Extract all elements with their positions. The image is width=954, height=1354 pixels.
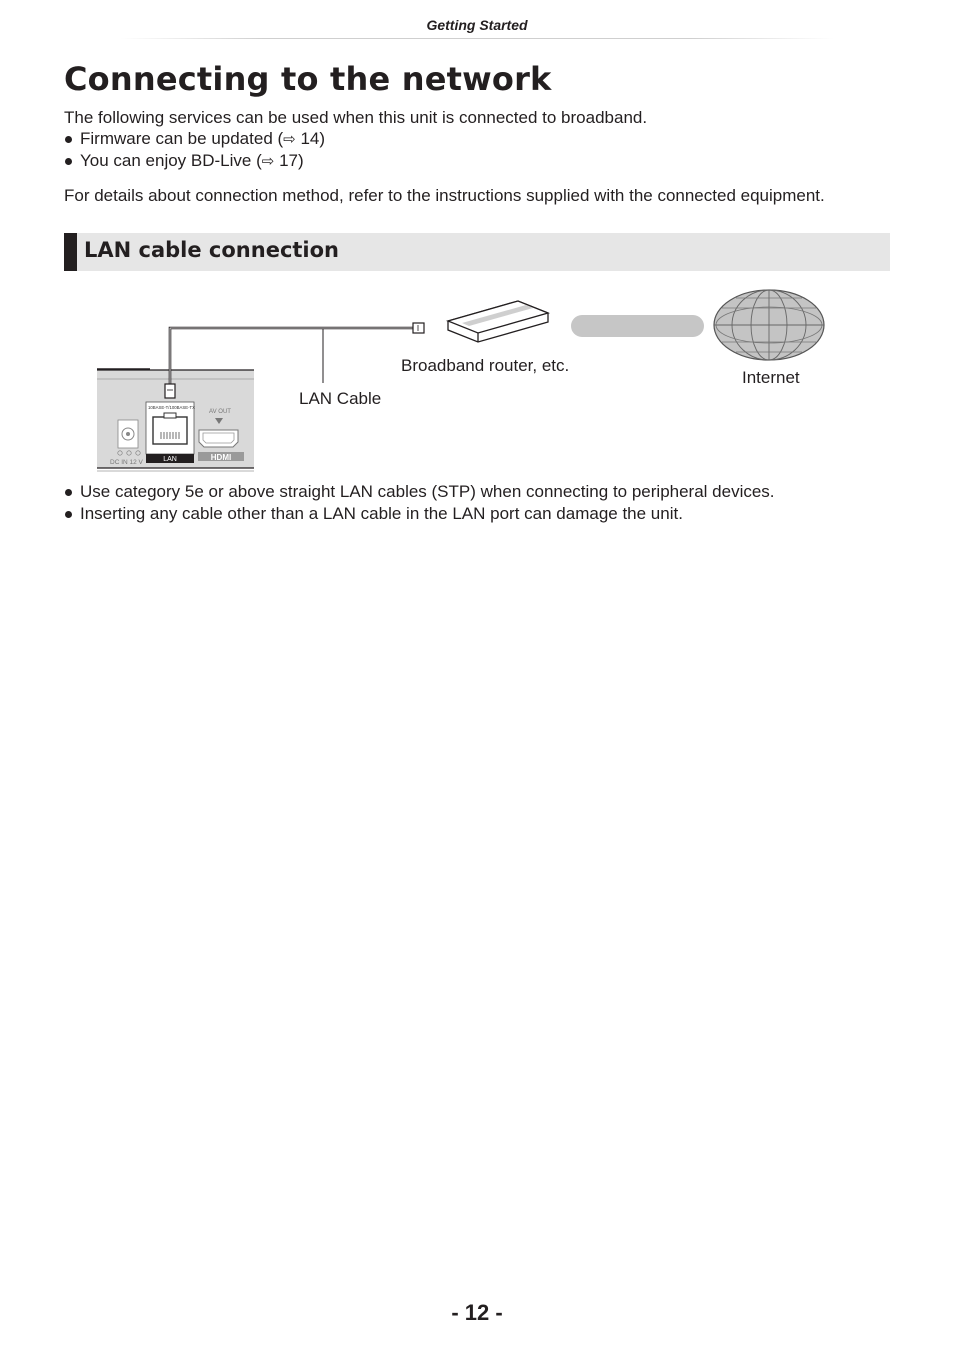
notes-list xyxy=(64,481,775,525)
running-header: Getting Started xyxy=(426,17,528,33)
lan-cable-label: LAN Cable xyxy=(299,389,382,408)
section-title: LAN cable connection xyxy=(84,238,340,262)
page-ref-arrow-icon: ⇨ xyxy=(261,152,275,170)
service-text: Firmware can be updated ( xyxy=(80,129,284,148)
details-text: For details about connection method, refer to the instructions supplied with the connected equipment. xyxy=(64,186,825,205)
service-text: You can enjoy BD-Live ( xyxy=(80,151,262,170)
section-heading-bar xyxy=(64,233,890,271)
intro-text: The following services can be used when this unit is connected to broadband. xyxy=(64,108,648,127)
port-spec-label: 10BASE-T/100BASE-TX xyxy=(148,405,196,410)
dc-in-label: DC IN 12 V xyxy=(110,459,143,466)
page-title: Connecting to the network xyxy=(64,60,552,98)
page-ref: 14) xyxy=(295,129,326,148)
lan-plug-icon xyxy=(165,384,175,398)
av-out-label: AV OUT xyxy=(209,409,231,415)
lan-plug-icon xyxy=(413,323,424,333)
hdmi-label: HDMI xyxy=(210,453,232,462)
lan-port-label: LAN xyxy=(163,456,177,463)
list-item xyxy=(64,128,325,150)
list-item: Use category 5e or above straight LAN cables (STP) when connecting to peripheral devices. xyxy=(64,481,775,503)
lan-port-icon xyxy=(146,402,194,463)
globe-icon xyxy=(714,290,824,360)
list-item: Inserting any cable other than a LAN cable in the LAN port can damage the unit. xyxy=(64,503,775,525)
list-item xyxy=(64,150,325,172)
router-icon xyxy=(448,301,548,342)
page-ref: 17) xyxy=(274,151,304,170)
router-label: Broadband router, etc. xyxy=(401,356,570,375)
lan-connection-diagram xyxy=(0,280,954,480)
header-divider xyxy=(120,38,834,39)
page-ref-arrow-icon: ⇨ xyxy=(283,130,296,148)
services-list xyxy=(64,128,325,172)
internet-connection-bar xyxy=(571,315,704,337)
internet-label: Internet xyxy=(742,368,800,387)
page-number: - 12 - xyxy=(451,1300,503,1325)
